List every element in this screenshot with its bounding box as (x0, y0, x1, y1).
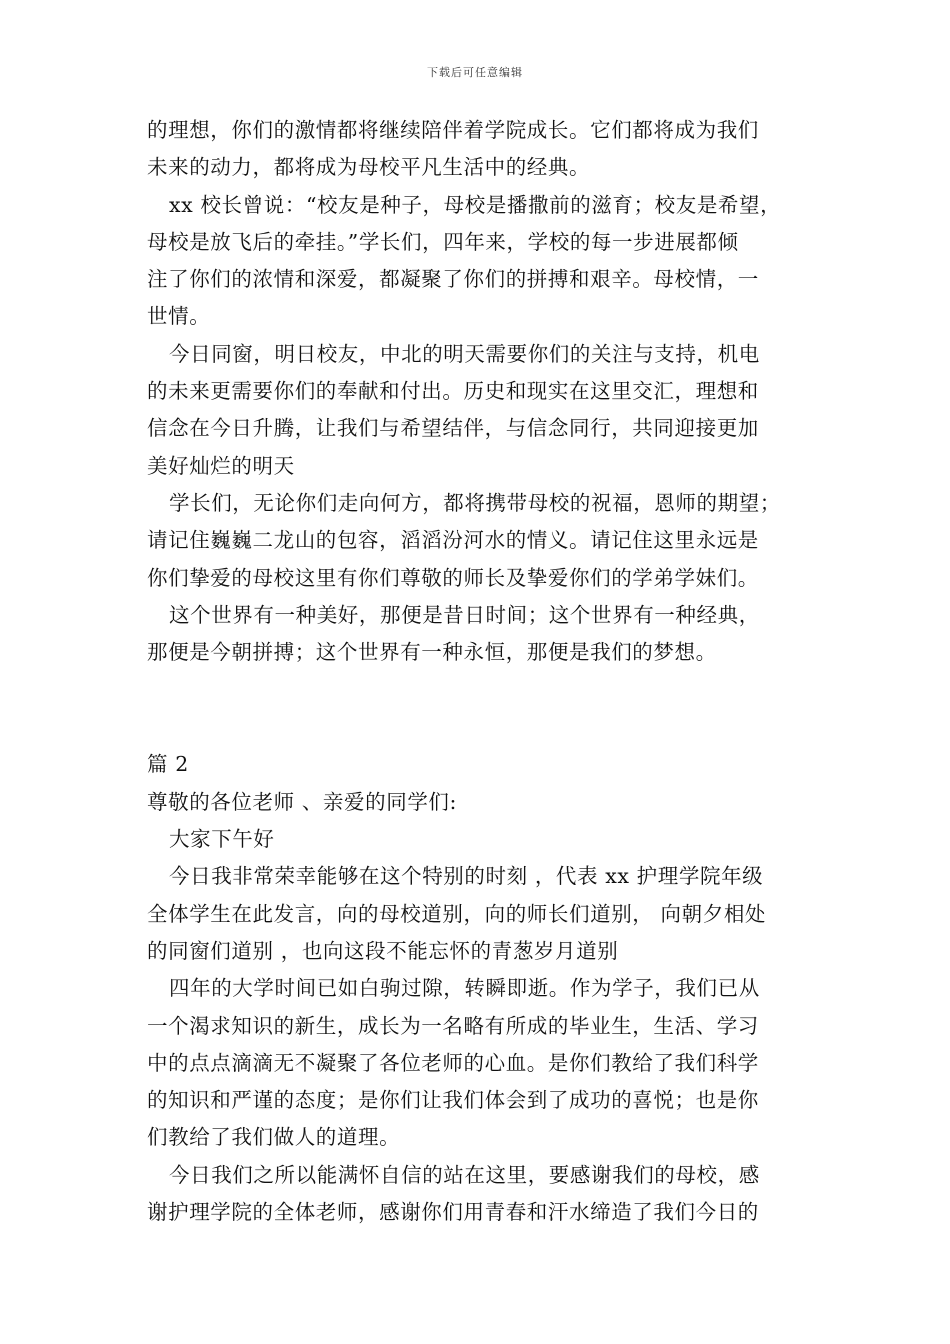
text-line: 世情。 (147, 304, 211, 329)
section-heading: 篇 2 (147, 752, 189, 777)
greeting: 大家下午好 (169, 827, 275, 852)
text-line: xx 校长曾说：“校友是种子，母校是播撒前的滋育；校友是希望， (169, 192, 782, 217)
text-line: 一个渴求知识的新生，成长为一名略有所成的毕业生，生活、学习 (147, 1013, 759, 1038)
text-line: 今日同窗，明日校友，中北的明天需要你们的关注与支持，机电 (169, 341, 760, 366)
text-line: 美好灿烂的明天 (147, 453, 295, 478)
text-line: 的未来更需要你们的奉献和付出。历史和现实在这里交汇，理想和 (147, 379, 759, 404)
text-line: 这个世界有一种美好，那便是昔日时间；这个世界有一种经典， (169, 602, 760, 627)
section-gap (147, 671, 827, 746)
text-line: 四年的大学时间已如白驹过隙，转瞬即逝。作为学子，我们已从 (169, 976, 760, 1001)
text-line: 今日我们之所以能满怀自信的站在这里，要感谢我们的母校，感 (169, 1162, 760, 1187)
text-line: 的同窗们道别 ，也向这段不能忘怀的青葱岁月道别 (147, 938, 619, 963)
text-line: 全体学生在此发言，向的母校道别，向的师长们道别， 向朝夕相处 (147, 901, 767, 926)
text-line: 请记住巍巍二龙山的包容，滔滔汾河水的情义。请记住这里永远是 (147, 528, 759, 553)
text-line: 谢护理学院的全体老师，感谢你们用青春和汗水缔造了我们今日的 (147, 1200, 759, 1225)
text-line: 今日我非常荣幸能够在这个特别的时刻 ，代表 xx 护理学院年级 (169, 864, 764, 889)
document-body (147, 112, 827, 1231)
text-line: 注了你们的浓情和深爱，都凝聚了你们的拼搏和艰辛。母校情，一 (147, 267, 759, 292)
text-line: 你们挚爱的母校这里有你们尊敬的师长及挚爱你们的学弟学妹们。 (147, 565, 759, 590)
page-header-note: 下载后可任意编辑 (427, 66, 523, 79)
text-line: 那便是今朝拼搏；这个世界有一种永恒，那便是我们的梦想。 (147, 640, 717, 665)
text-line: 们教给了我们做人的道理。 (147, 1125, 401, 1150)
text-line: 母校是放飞后的牵挂。”学长们，四年来，学校的每一步进展都倾 (147, 229, 739, 254)
text-line: 的理想，你们的激情都将继续陪伴着学院成长。它们都将成为我们 (147, 118, 759, 142)
text-line: 学长们，无论你们走向何方，都将携带母校的祝福，恩师的期望； (169, 490, 781, 515)
salutation: 尊敬的各位老师 、亲爱的同学们: (147, 789, 458, 814)
text-line: 的知识和严谨的态度；是你们让我们体会到了成功的喜悦；也是你 (147, 1088, 759, 1113)
text-line: 信念在今日升腾，让我们与希望结伴，与信念同行，共同迎接更加 (147, 416, 759, 441)
text-line: 未来的动力，都将成为母校平凡生活中的经典。 (147, 155, 591, 180)
text-line: 中的点点滴滴无不凝聚了各位老师的心血。是你们教给了我们科学 (147, 1050, 759, 1075)
